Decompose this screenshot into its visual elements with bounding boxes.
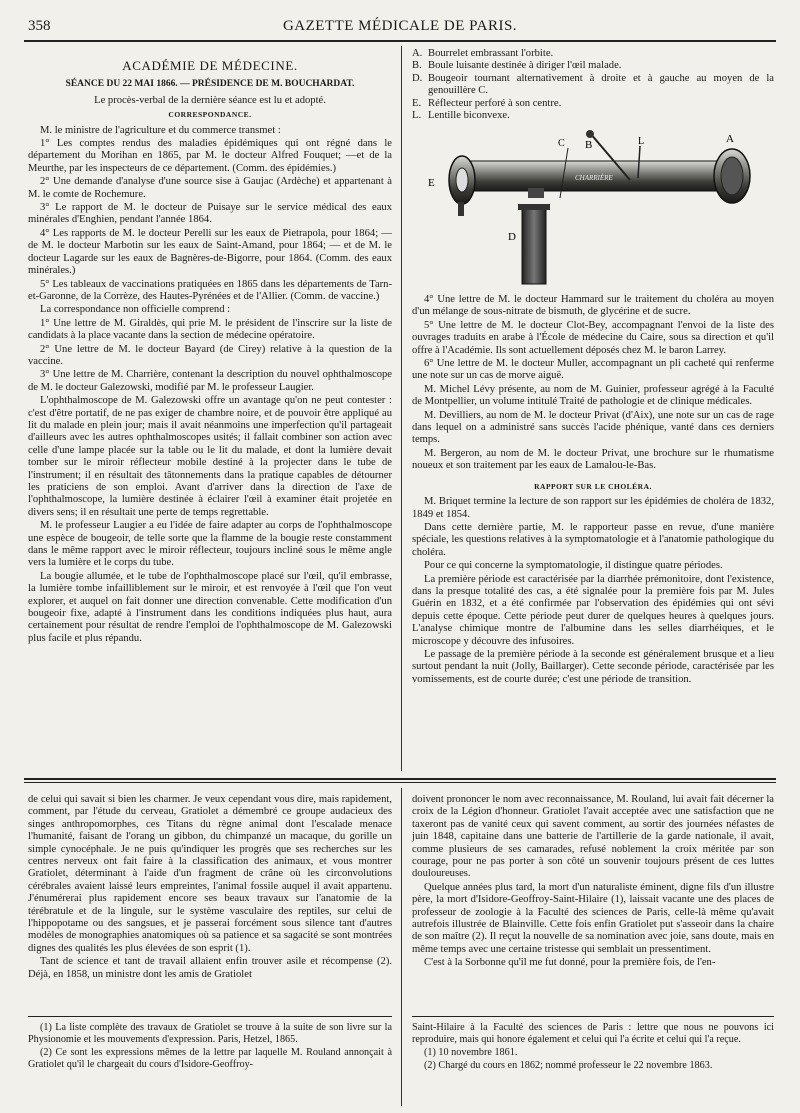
paragraph: La bougie allumée, et le tube de l'ophthalmoscope placé sur l'œil, qu'il embrasse, la lumière tombe infailliblement sur le miroir, et est renvoyée à l'œil que l'on veut explorer, et auquel on fait donner une direction convenable. Cette modification d'un bougeoir fixe, adapté à l'instrument dans les conditions indiquées plus haut, aura certainement pour résultat de rendre l'emploi de l'ophthalmoscope de M. Galezowski plus facile et plus répandu. <box>28 570 392 644</box>
footnote: (1) La liste complète des travaux de Gratiolet se trouve à la suite de son livre sur la Physionomie et les mouvements d'expression. Paris, Hetzel, 1865. <box>28 1022 392 1045</box>
footnotes-right <box>412 1022 774 1073</box>
paragraph: 1° Les comptes rendus des maladies épidémiques qui ont régné dans le département du Morihan en 1865, par M. le docteur Alfred Fouquet; —et de la Meurthe, par les inspecteurs de ce département. (Comm. des épidémies.) <box>28 138 392 174</box>
paragraph: de celui qui savait si bien les charmer. Je veux cependant vous dire, mais rapidement, comment, par l'étude du cerveau, Gratiolet a démembré ce groupe audacieux des singes anthropomorphes, ces Titans du règne animal dont l'escalade menace l'humanité, faisant de l'orang un gibbon, du chimpanzé un macaque, du gorille un simple cynocéphale. Je ne puis qu'indiquer les progrès que ses recherches sur les centres nerveux ont fait faire à la classification des animaux, et vous montrer Gratiolet, déterminant à l'aide d'un fragment de crâne où les circonvolutions cérébrales avaient laissé leurs empreintes, l'animal fossile auquel il avait appartenu. J'énumérerai plus rapidement encore ses beaux travaux sur l'anatomie de la térébratule et de la lingule, sur le système vasculaire des reptiles, sur celui de l'hippopotame ou des sangsues, et je passerai forcément sous silence tant d'autres modèles de monographies anatomiques où sa patience et sa sagacité se sont montrées dignes des qualités les plus élevées de son esprit (1). <box>28 794 392 954</box>
legend-text: Bourrelet embrassant l'orbite. <box>428 48 554 59</box>
legend-item <box>412 98 774 110</box>
paragraph: 4° Les rapports de M. le docteur Perelli sur les eaux de Pietrapola, pour 1864; — de M. le docteur Marbotin sur les eaux de Saint-Amand, pour 1864; — et de M. le docteur Lagarde sur les eaux de Bagnères-de-Bigorre, pour 1864. (Comm. des eaux minérales.) <box>28 227 392 277</box>
legend-text: Lentille biconvexe. <box>428 110 510 122</box>
paragraph: 3° Une lettre de M. Charrière, contenant la description du nouvel ophthalmoscope de M. le docteur Galezowski, modifié par M. le professeur Laugier. <box>28 369 392 393</box>
page-header <box>28 16 772 38</box>
legend-key: B. <box>412 60 422 72</box>
paragraph: doivent prononcer le nom avec reconnaissance, M. Rouland, lui avait fait décerner la croix de la Légion d'honneur. Gratiolet l'avait acceptée avec une satisfaction que ne taxeront pas de vanité ceux qui savent comment, au sortir des journées néfastes de juin 1848, capitaine dans une batterie de l'artillerie de la garde nationale, il avait, comme plusieurs de ses camarades, refusé noblement la croix méritée par son courage, pour ne pas porter à son côté un souvenir toujours présent de ces luttes douloureuses. <box>412 794 774 880</box>
header-rule <box>24 40 776 42</box>
page-number: 358 <box>28 18 51 34</box>
instrument-body <box>449 130 750 284</box>
feuilleton-rule-top <box>24 778 776 780</box>
paragraph: C'est à la Sorbonne qu'il me fut donné, pour la première fois, de l'en- <box>424 957 716 969</box>
figure-label-b: B <box>585 139 593 151</box>
footnotes-left <box>28 1022 392 1072</box>
figure-label-l: L <box>638 136 645 147</box>
paragraph: 5° Les tableaux de vaccinations pratiquées en 1865 dans les départements de Tarn-et-Garonne, de la Corrèze, des Hautes-Pyrénées et de l'Allier. (Comm. de vaccine.) <box>28 278 392 302</box>
footnote-rule-right <box>412 1016 774 1017</box>
legend-key: D. <box>412 72 423 84</box>
figure-label-a: A <box>726 133 734 145</box>
paragraph: Tant de science et tant de travail allaient enfin trouver asile et récompense (2). Déjà, en 1858, un ministre dont les amis de Gratiolet <box>28 956 392 980</box>
paragraph: Quelque années plus tard, la mort d'un naturaliste éminent, digne fils d'un illustre père, la mort d'Isidore-Geoffroy-Saint-Hilaire (1), laissait vacante une des places de professeur de zoologie à la Faculté des sciences de Paris, celle-là même qu'avait autrefois illustrée de Blainville. Cette fois enfin Gratiolet put s'asseoir dans la chaire de son maître (2). Il reçut la nouvelle de sa nomination avec joie, sans doute, mais en même temps avec une certaine tristesse qui semblait un pressentiment. <box>412 881 774 955</box>
legend-key: E. <box>412 97 422 109</box>
legend-item <box>412 110 774 122</box>
paragraph: M. le professeur Laugier a eu l'idée de faire adapter au corps de l'ophthalmoscope une espèce de bougeoir, de telle sorte que la flamme de la bougie reste constamment dans le même rapport avec le miroir réflecteur, toujours incliné sous le même angle vers la lumière et le corps du tube. <box>28 520 392 569</box>
legend-item <box>412 48 774 60</box>
paragraph: La première période est caractérisée par la diarrhée prémonitoire, dont l'existence, dans la presque totalité des cas, a été signalée pour la première fois par M. Jules Guérin en 1832, et a été confirmée par l'observation des épidémies qui ont sévi depuis cette époque. Cette période peut durer de quelques heures à quelques jours. L'analyse chimique montre de l'albumine dans les selles diarrhéiques, et le microscope y découvre des infusoires. <box>412 573 774 647</box>
paragraph: Pour ce qui concerne la symptomatologie, il distingue quatre périodes. <box>424 560 723 572</box>
minutes-adopted: Le procès-verbal de la dernière séance est lu et adopté. <box>94 94 326 106</box>
paragraph: M. le ministre de l'agriculture et du commerce transmet : <box>40 124 281 136</box>
paragraph: 4° Une lettre de M. le docteur Hammard sur le traitement du choléra au moyen d'un mélange de sous-nitrate de bismuth, de glycérine et de sucre. <box>412 294 774 318</box>
paragraph: M. Bergeron, au nom de M. le docteur Privat, une brochure sur le rhumatisme noueux et son traitement par les eaux de Lamalou-le-Bas. <box>412 447 774 472</box>
legend-item <box>412 60 774 72</box>
session-line: SÉANCE DU 22 MAI 1866. — PRÉSIDENCE DE M. BOUCHARDAT. <box>65 79 355 90</box>
paragraph: L'ophthalmoscope de M. Galezowski offre un avantage qu'on ne peut contester : c'est d'être portatif, de ne pas exiger de chambre noire, et de pouvoir être appliqué au lit du malade en plein jour; mais il avait néanmoins une imperfection qu'il partageait d'ailleurs avec les autres ophthalmoscopes usités; il fallait combiner son action avec celle d'une lampe placée sur la table ou le lit du malade, et dont la lumière devait tomber sur le miroir réflecteur mobile destiné à la projecter dans le tube de l'instrument; il en résultait des tâtonnements dans la pratique capables de détourner les praticiens de son emploi. Avant d'arriver dans la direction de l'axe de l'ophthalmoscope, la lumière destinée à éclairer l'œil à examiner était projetée en divers sens; il en résultait une perte de temps regrettable. <box>28 395 392 518</box>
footnote: Saint-Hilaire à la Faculté des sciences de Paris : lettre que nous ne pouvons ici reproduire, mais qui honore également et celui qui l'a écrite et celui qui l'a reçue. <box>412 1022 774 1045</box>
figure-label-c: C <box>558 138 565 149</box>
paragraph: 2° Une lettre de M. le docteur Bayard (de Cirey) relative à la question de la vaccine. <box>28 343 392 367</box>
correspondance-heading: CORRESPONDANCE. <box>168 110 252 120</box>
legend-key: L. <box>412 110 422 122</box>
figure-label-e: E <box>428 177 435 189</box>
ophthalmoscope-illustration <box>410 128 772 286</box>
paragraph: M. Briquet termine la lecture de son rapport sur les épidémies de choléra de 1832, 1849 et 1854. <box>412 496 774 520</box>
paragraph: 5° Une lettre de M. le docteur Clot-Bey, accompagnant l'envoi de la liste des ouvrages traduits en arabe à l'École de médecine du Caire, sous sa direction et qu'il offre à l'Académie. Ils sont actuellement déposés chez M. le baron Larrey. <box>412 319 774 356</box>
feuilleton-rule-bottom <box>24 782 776 783</box>
paragraph: 2° Une demande d'analyse d'une source sise à Gaujac (Ardèche) et appartenant à M. le comte de Rochemure. <box>28 176 392 200</box>
footnote: (2) Chargé du cours en 1862; nommé professeur le 22 novembre 1863. <box>424 1060 713 1071</box>
paragraph: La correspondance non officielle comprend : <box>40 304 231 316</box>
section-heading: ACADÉMIE DE MÉDECINE. <box>122 58 298 73</box>
footnote: (1) 10 novembre 1861. <box>424 1047 518 1058</box>
footnote: (2) Ce sont les expressions mêmes de la lettre par laquelle M. Rouland annonçait à Gratiolet qu'il le chargeait du cours d'Isidore-Geoffroy- <box>28 1047 392 1070</box>
figure-legend <box>412 48 774 122</box>
legend-text: Réflecteur perforé à son centre. <box>428 97 562 109</box>
paragraph: 1° Une lettre de M. Giraldès, qui prie M. le président de l'inscrire sur la liste de candidats à la place vacante dans la section de médecine opératoire. <box>28 317 392 342</box>
feuilleton-divider <box>401 788 402 1106</box>
paragraph: Dans cette dernière partie, M. le rapporteur passe en revue, d'une manière spéciale, les questions relatives à la symptomatologie et à l'anatomie pathologique du choléra. <box>412 521 774 558</box>
feuilleton-right <box>412 794 774 971</box>
paragraph: 6° Une lettre de M. le docteur Muller, accompagnant un pli cacheté qui renferme une note sur un cas de morve aiguë. <box>412 358 774 382</box>
journal-title: GAZETTE MÉDICALE DE PARIS. <box>282 18 518 34</box>
paragraph: 3° Le rapport de M. le docteur de Puisaye sur le service médical des eaux minérales d'Enghien, pendant l'année 1864. <box>28 202 392 226</box>
left-column <box>28 52 392 646</box>
footnote-rule-left <box>28 1016 392 1017</box>
paragraph: M. Devilliers, au nom de M. le docteur Privat (d'Aix), une note sur un cas de rage dans lequel on a administré sans succès l'acide phénique, vanté dans ces derniers temps. <box>412 409 774 446</box>
legend-text: Bougeoir tournant alternativement à droite et à gauche au moyen de la genouillère C. <box>428 72 774 97</box>
paragraph: Le passage de la première période à la seconde est généralement brusque et a lieu surtout pendant la nuit (Jolly, Baillarger). Cette seconde période, caractérisée par les vomissements, est de courte durée; c'est une période de transition. <box>412 648 774 685</box>
paragraph: M. Michel Lévy présente, au nom de M. Guinier, professeur agrégé à la Faculté de Montpellier, un volume intitulé Traité de pathologie et de clinique médicales. <box>412 383 774 408</box>
feuilleton-left <box>28 794 392 982</box>
rapport-heading: RAPPORT SUR LE CHOLÉRA. <box>534 481 652 491</box>
legend-item <box>412 73 774 98</box>
figure-label-d: D <box>508 231 516 243</box>
right-column <box>412 294 774 687</box>
legend-text: Boule luisante destinée à diriger l'œil malade. <box>428 60 622 72</box>
legend-key: A. <box>412 48 423 59</box>
engraved-maker-name: CHARRIÈRE <box>575 174 613 182</box>
column-divider <box>401 46 402 771</box>
